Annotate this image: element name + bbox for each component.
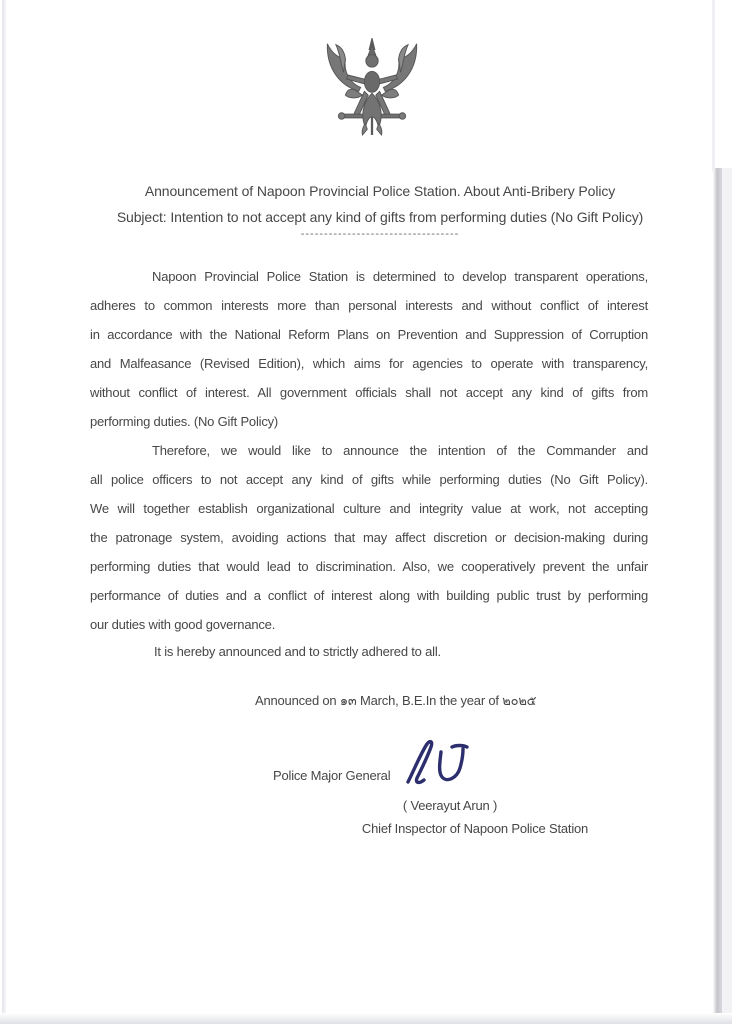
text-line: adheres to common interests more than personal interests and without conflict of interest — [90, 298, 648, 313]
signature-ink — [403, 736, 475, 790]
garuda-emblem-icon — [315, 30, 429, 144]
separator-dashes: ---------------------------------- — [300, 228, 460, 240]
closing-statement: It is hereby announced and to strictly adhered to all. — [154, 644, 441, 659]
text-line: the patronage system, avoiding actions that may affect discretion or decision-making during — [90, 530, 648, 545]
page-edge-right-outer — [722, 168, 732, 1024]
text-line: our duties with good governance. — [90, 617, 276, 632]
text-line: We will together establish organizational culture and integrity value at work, not accepting — [90, 501, 648, 516]
signatory-title: Chief Inspector of Napoon Police Station — [361, 821, 589, 836]
text-line: Napoon Provincial Police Station is determined to develop transparent operations, — [152, 269, 648, 284]
page-edge-right — [713, 168, 722, 1024]
body-paragraph-2 — [90, 436, 648, 639]
text-line: without conflict of interest. All government officials shall not accept any kind of gifts from — [90, 385, 648, 400]
text-line: Therefore, we would like to announce the intention of the Commander and — [152, 443, 648, 458]
page-edge-right-top — [712, 0, 715, 172]
text-line: performing duties. (No Gift Policy) — [90, 414, 279, 429]
text-line: performing duties that would lead to discrimination. Also, we cooperatively prevent the unfair — [90, 559, 648, 574]
text-line: in accordance with the National Reform Plans on Prevention and Suppression of Corruption — [90, 327, 648, 342]
page-edge-left — [2, 0, 6, 1024]
text-line: all police officers to not accept any kind of gifts while performing duties (No Gift Policy). — [90, 472, 648, 487]
body-paragraph-1 — [90, 262, 648, 436]
signatory-rank: Police Major General — [273, 768, 391, 783]
page-edge-bottom — [0, 1013, 732, 1024]
signatory-name: ( Veerayut Arun ) — [402, 798, 498, 813]
announcement-subject: Subject: Intention to not accept any kind of gifts from performing duties (No Gift Policy) — [116, 209, 644, 225]
text-line: and Malfeasance (Revised Edition), which aims for agencies to operate with transparency, — [90, 356, 648, 371]
text-line: performance of duties and a conflict of interest along with building public trust by performing — [90, 588, 648, 603]
date-line: Announced on ๑๓ March, B.E.In the year of ๒๐๒๕ — [255, 693, 537, 708]
announcement-title: Announcement of Napoon Provincial Police Station. About Anti-Bribery Policy — [144, 183, 616, 199]
